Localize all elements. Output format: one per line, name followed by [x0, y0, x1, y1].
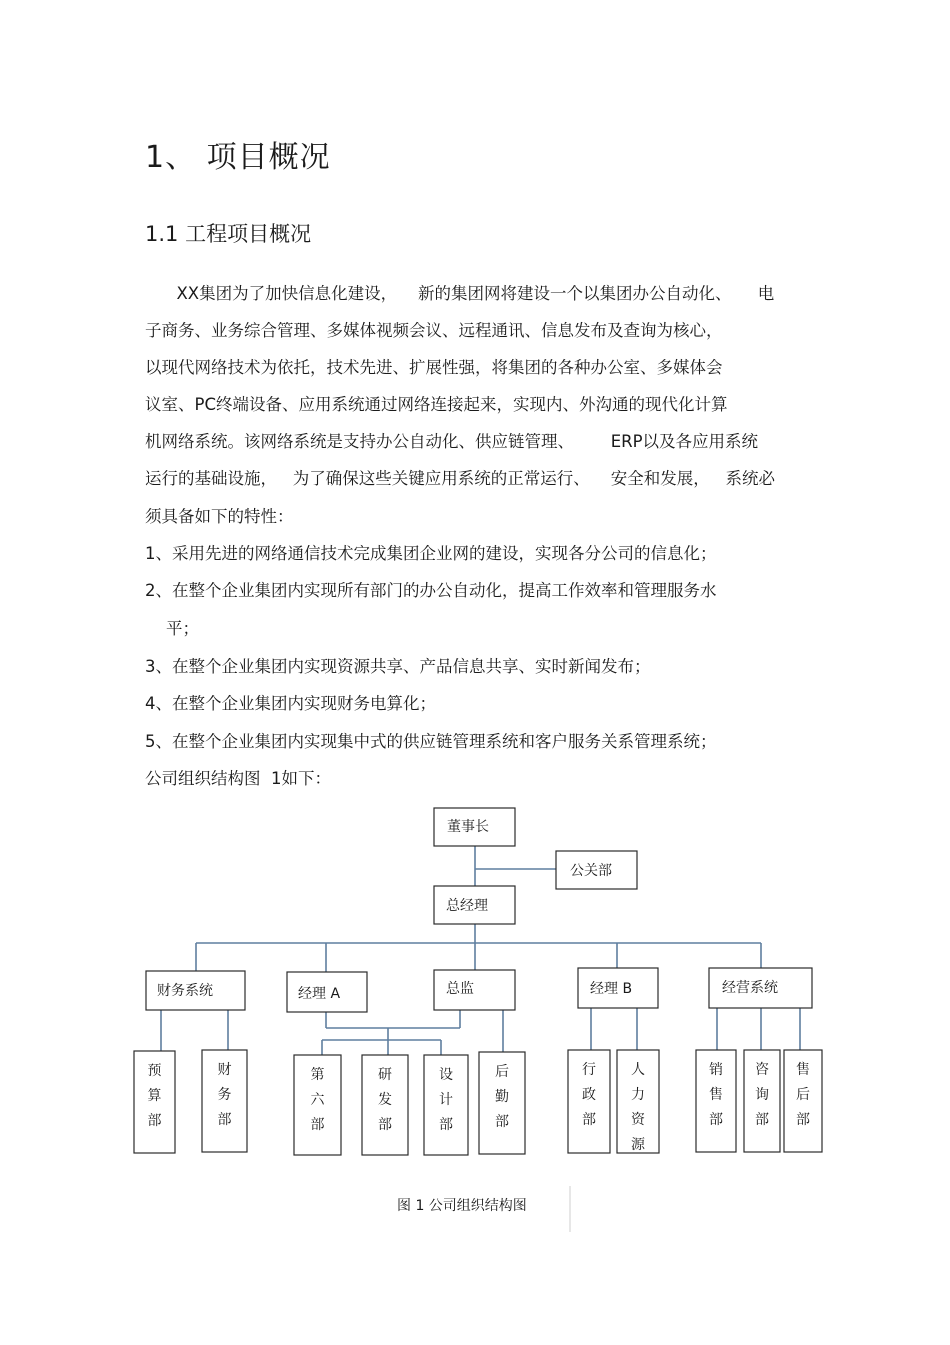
org-node-label: 行政部	[582, 1062, 596, 1128]
org-chart-connectors	[161, 846, 800, 1055]
list-item: 5、在整个企业集团内实现集中式的供应链管理系统和客户服务关系管理系统；	[145, 732, 717, 751]
paragraph-line: 机网络系统。该网络系统是支持办公自动化、供应链管理、 ERP以及各应用系统	[145, 432, 759, 451]
org-node-label: 咨询部	[755, 1062, 769, 1128]
org-node-business-system	[709, 968, 812, 1008]
org-node-label: 销售部	[709, 1062, 723, 1128]
org-node-label: 研发部	[378, 1067, 392, 1133]
paragraph-line: 须具备如下的特性：	[145, 507, 294, 526]
org-node-manager-a	[287, 972, 367, 1012]
subsection-title: 1.1 工程项目概况	[145, 222, 312, 246]
org-node-label: 经理 B	[590, 981, 633, 997]
org-node-label: 人力资源	[631, 1062, 645, 1153]
org-node-department	[696, 1050, 736, 1152]
org-node-label: 公关部	[570, 863, 612, 879]
org-node-label: 经营系统	[722, 980, 778, 996]
figure-caption: 图 1 公司组织结构图	[397, 1198, 527, 1214]
org-node-label: 财务系统	[157, 983, 213, 999]
org-node-label: 财务部	[217, 1062, 232, 1128]
org-node-label: 总监	[446, 981, 474, 997]
org-node-chairman	[434, 808, 515, 846]
org-node-finance-system	[146, 971, 245, 1010]
paragraph-line: XX集团为了加快信息化建设， 新的集团网将建设一个以集团办公自动化、 电	[145, 284, 775, 303]
org-node-department	[744, 1050, 780, 1152]
paragraph-line: 议室、PC终端设备、应用系统通过网络连接起来，实现内、外沟通的现代化计算	[145, 395, 728, 414]
org-node-department	[784, 1050, 822, 1152]
org-node-department	[362, 1055, 408, 1155]
org-node-director	[434, 970, 515, 1010]
org-node-department	[202, 1050, 247, 1152]
org-node-pr-dept	[556, 851, 637, 889]
org-node-label: 经理 A	[298, 986, 341, 1002]
list-item: 平；	[145, 619, 199, 638]
org-node-general-manager	[434, 886, 515, 924]
org-node-label: 后勤部	[495, 1064, 509, 1130]
paragraph-line: 子商务、业务综合管理、多媒体视频会议、远程通讯、信息发布及查询为核心，	[145, 321, 723, 340]
org-node-label: 设计部	[439, 1067, 453, 1133]
org-node-label: 售后部	[796, 1062, 810, 1128]
org-node-department	[568, 1050, 610, 1153]
org-node-manager-b	[578, 968, 658, 1008]
org-departments	[134, 1050, 822, 1155]
section-title: 1、 项目概况	[145, 140, 331, 175]
list-item: 4、在整个企业集团内实现财务电算化；	[145, 694, 436, 713]
org-node-department	[424, 1055, 468, 1155]
org-node-label: 第六部	[310, 1067, 325, 1133]
org-node-department	[294, 1055, 341, 1155]
paragraph-line: 运行的基础设施， 为了确保这些关键应用系统的正常运行、 安全和发展， 系统必	[145, 469, 775, 488]
org-node-label: 总经理	[446, 898, 488, 914]
org-node-label: 董事长	[447, 819, 489, 835]
list-item: 1、采用先进的网络通信技术完成集团企业网的建设，实现各分公司的信息化；	[145, 544, 717, 563]
list-item: 3、在整个企业集团内实现资源共享、产品信息共享、实时新闻发布；	[145, 657, 651, 676]
list-item: 2、在整个企业集团内实现所有部门的办公自动化，提高工作效率和管理服务水	[145, 581, 717, 600]
org-node-department	[134, 1051, 175, 1153]
org-node-department	[479, 1052, 525, 1154]
chart-intro: 公司组织结构图 1如下：	[145, 769, 331, 788]
org-node-label: 预算部	[147, 1063, 162, 1129]
org-node-department	[617, 1050, 659, 1153]
paragraph-line: 以现代网络技术为依托，技术先进、扩展性强，将集团的各种办公室、多媒体会	[145, 358, 723, 377]
